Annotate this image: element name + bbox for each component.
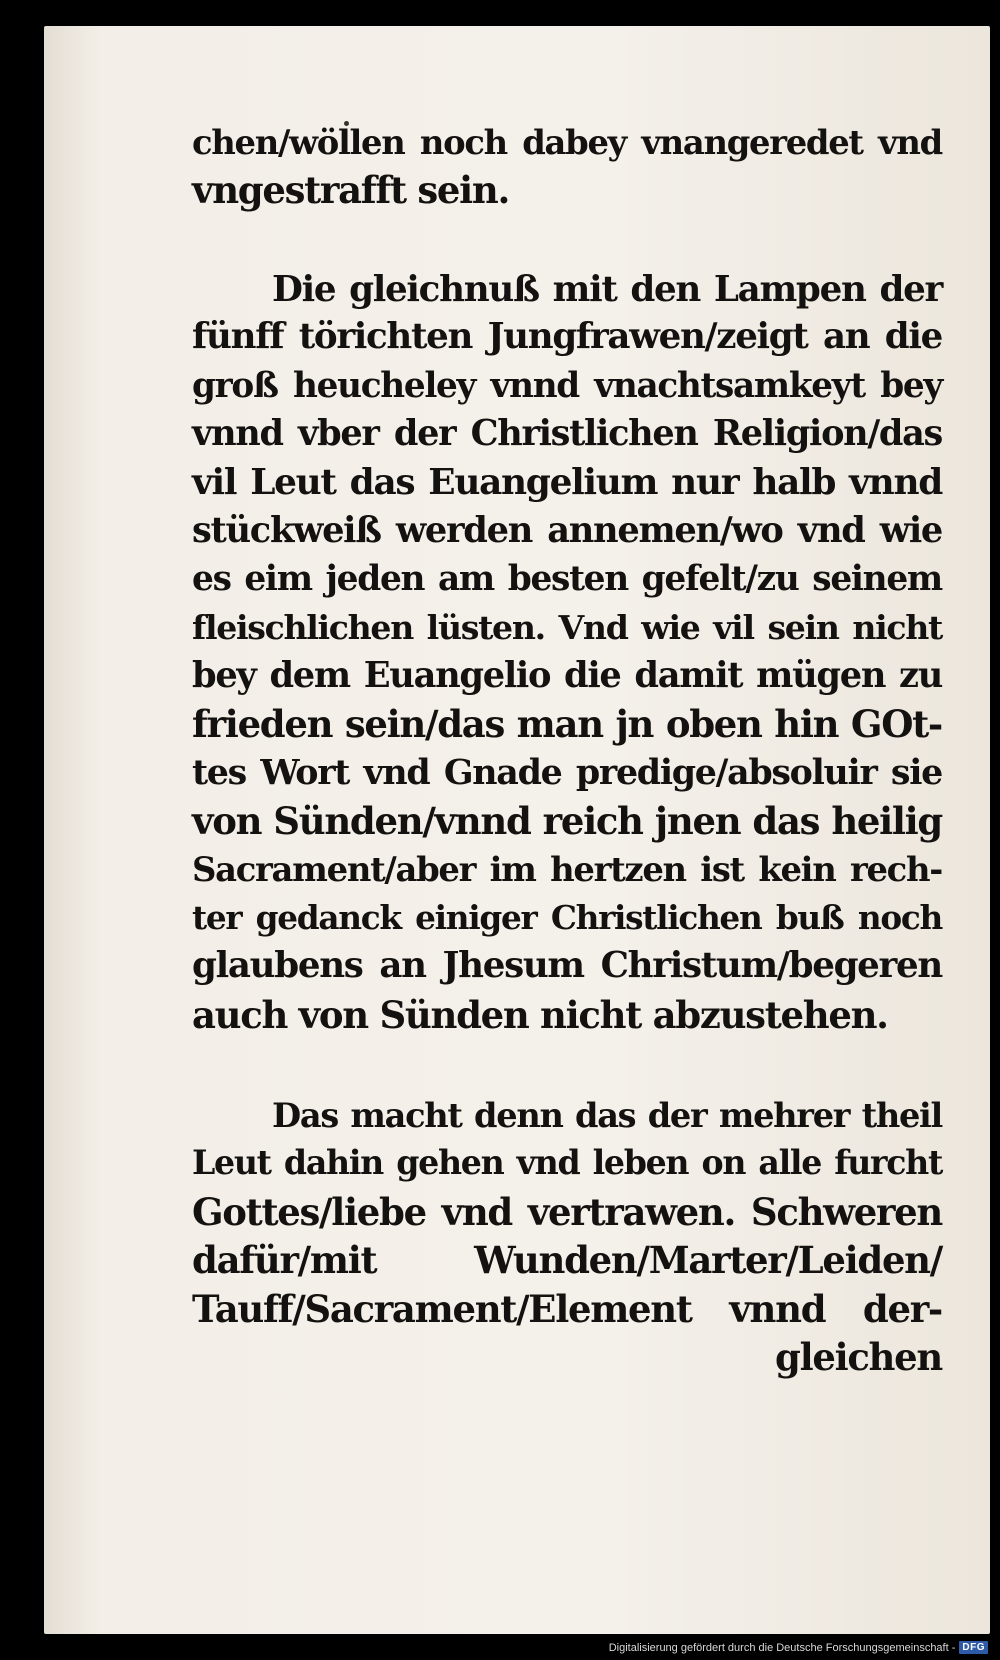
text-line: bey dem Euangelio die damit mügen zu	[192, 654, 942, 696]
dfg-logo: DFG	[959, 1641, 988, 1654]
text-line: Leut dahin gehen vnd leben on alle furcht	[192, 1143, 942, 1183]
digitization-credit	[609, 1641, 988, 1654]
text-line: chen/wöllen noch dabey vnangeredet vnd	[192, 122, 942, 162]
text-line: Tauff/Sacrament/Element vnnd der-	[192, 1286, 942, 1331]
text-line: Gottes/liebe vnd vertrawen. Schweren	[192, 1189, 942, 1234]
text-line: fleischlichen lüsten. Vnd wie vil sein nicht	[192, 607, 942, 647]
catchword: gleichen	[775, 1334, 942, 1379]
text-line: auch von Sünden nicht abzustehen.	[192, 992, 888, 1037]
text-line: glaubens an Jhesum Christum/begeren	[192, 945, 942, 987]
text-line: es eim jeden am besten gefelt/zu seinem	[192, 559, 942, 600]
text-line: Das macht denn das der mehrer theil	[272, 1095, 942, 1136]
text-line: fünff törichten Jungfrawen/zeigt an die	[192, 316, 942, 358]
text-line: ter gedanck einiger Christlichen buß noch	[192, 897, 942, 937]
text-line: stückweiß werden annemen/wo vnd wie	[192, 509, 942, 551]
text-line: Sacrament/aber im hertzen ist kein rech-	[192, 849, 942, 890]
text-line: groß heucheley vnnd vnachtsamkeyt bey	[192, 365, 942, 406]
text-line: vngestrafft sein.	[192, 168, 510, 213]
page-text	[192, 118, 942, 1381]
text-line: tes Wort vnd Gnade predige/absoluir sie	[192, 751, 942, 793]
text-line: von Sünden/vnnd reich jnen das heilig	[192, 799, 942, 844]
credit-text: Digitalisierung gefördert durch die Deutsche Forschungsgemeinschaft -	[608, 1641, 956, 1654]
text-line: vil Leut das Euangelium nur halb vnnd	[192, 461, 942, 504]
text-line: Die gleichnuß mit den Lampen der	[272, 267, 942, 310]
text-line: dafür/mit Wunden/Marter/Leiden/	[192, 1238, 942, 1283]
text-line: frieden sein/das man jn oben hin GOt-	[192, 702, 942, 747]
text-line: vnnd vber der Christlichen Religion/das	[192, 412, 942, 454]
